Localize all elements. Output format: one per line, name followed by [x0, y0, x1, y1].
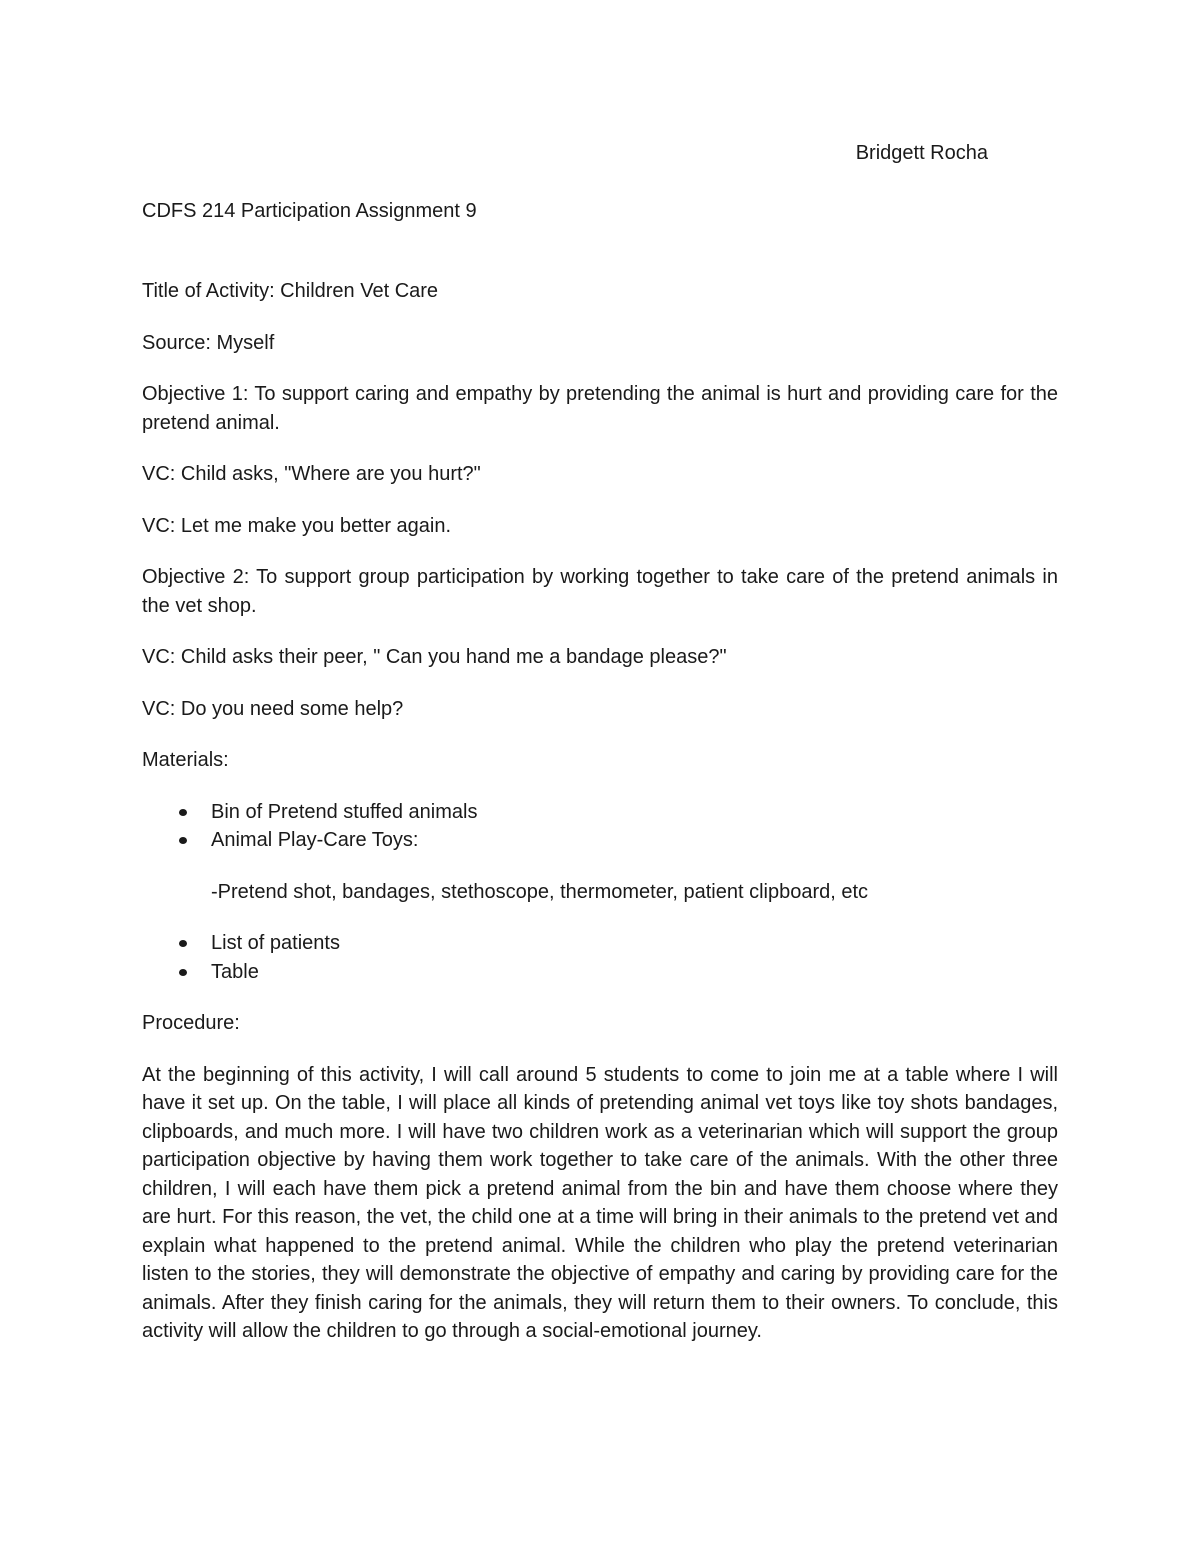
list-item-text: Bin of Pretend stuffed animals — [211, 800, 478, 823]
list-item — [142, 958, 1058, 987]
list-item — [142, 929, 1058, 958]
bullet-icon — [179, 940, 187, 947]
vc-line-3: VC: Child asks their peer, " Can you hand me a bandage please?" — [142, 646, 727, 668]
author-name: Bridgett Rocha — [855, 142, 988, 164]
list-item-text: List of patients — [211, 932, 340, 954]
procedure-text: At the beginning of this activity, I will call around 5 students to come to join me at a table where I will have it set up. On the table, I will place all kinds of pretending animal vet toys like toy shots bandages, clipboards, and much more. I will have two children work as a veterinarian which will support the group participation objective by having them work together to take care of the animals. With the other three children, I will each have them pick a pretend animal from the bin and have them choose where they are hurt. For this reason, the vet, the child one at a time will bring in their animals to the pretend vet and explain what happened to the pretend animal. While the children who play the pretend veterinarian listen to the stories, they will demonstrate the objective of empathy and caring by providing care for the animals. After they finish caring for the animals, they will return them to their owners. To conclude, this activity will allow the children to go through a social-emotional journey. — [142, 1063, 1058, 1342]
materials-list-more — [142, 929, 1058, 986]
bullet-icon — [179, 969, 187, 976]
list-item — [142, 826, 1058, 855]
activity-source: Source: Myself — [142, 331, 275, 354]
materials-sub-detail: -Pretend shot, bandages, stethoscope, thermometer, patient clipboard, etc — [211, 880, 869, 903]
materials-label: Materials: — [142, 749, 229, 771]
procedure-label: Procedure: — [142, 1012, 240, 1034]
objective-1: Objective 1: To support caring and empathy by pretending the animal is hurt and providing care for the pretend animal. — [142, 383, 1058, 434]
bullet-icon — [179, 837, 187, 844]
vc-line-2: VC: Let me make you better again. — [142, 514, 452, 537]
vc-line-4: VC: Do you need some help? — [142, 697, 404, 720]
document-page — [142, 139, 1058, 1346]
list-item — [142, 798, 1058, 827]
bullet-icon — [179, 809, 187, 816]
materials-list — [142, 798, 1058, 855]
objective-2: Objective 2: To support group participation by working together to take care of the pretend animals in the vet shop. — [142, 566, 1058, 617]
course-heading: CDFS 214 Participation Assignment 9 — [142, 199, 477, 222]
vc-line-1: VC: Child asks, "Where are you hurt?" — [142, 463, 481, 485]
activity-title: Title of Activity: Children Vet Care — [142, 280, 439, 302]
list-item-text: Animal Play-Care Toys: — [211, 829, 419, 851]
list-item-text: Table — [211, 960, 259, 983]
